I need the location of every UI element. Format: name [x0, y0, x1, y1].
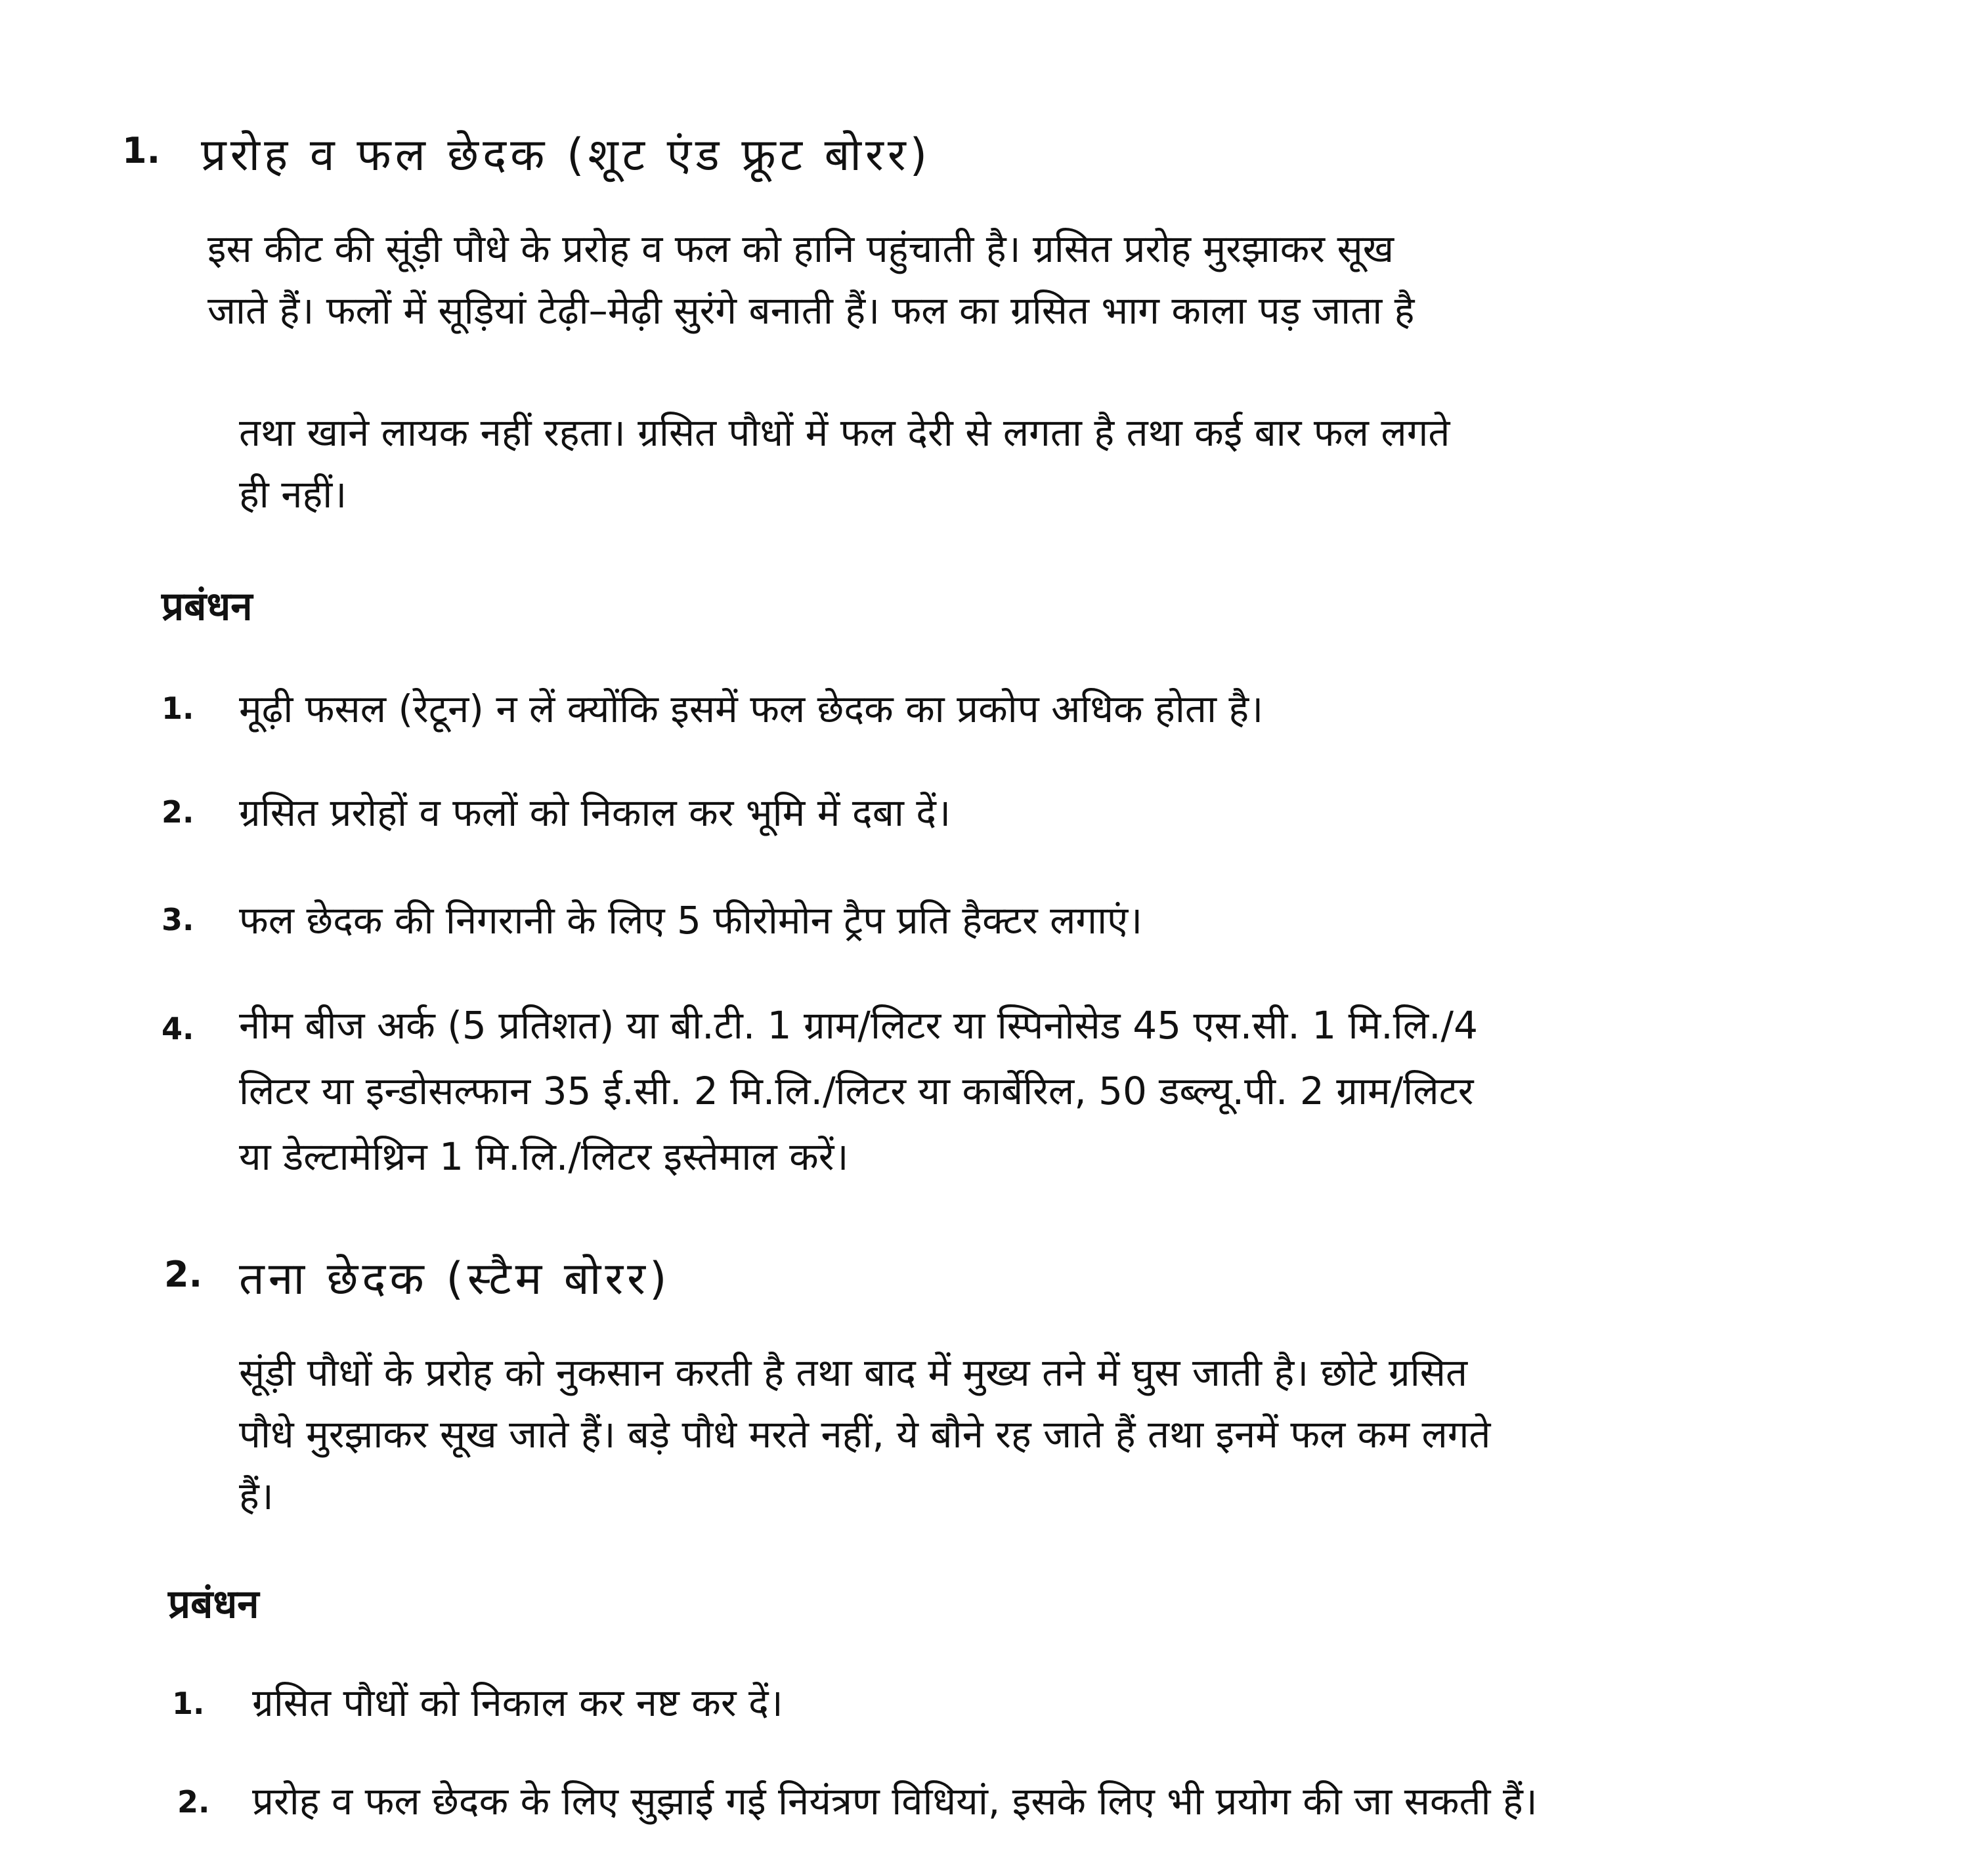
list-item-text: मूढ़ी फसल (रेटून) न लें क्योंकि इसमें फल छेदक का प्रकोप अधिक होता है।: [239, 687, 1264, 731]
list-item: [252, 1768, 1959, 1834]
section-1-description-continued: [239, 402, 1893, 525]
section-1-description: [207, 218, 1888, 341]
section-2-title: तना छेदक (स्टैम बोरर): [239, 1253, 671, 1305]
list-item-text: प्ररोह व फल छेदक के लिए सुझाई गई नियंत्रण विधियां, इसके लिए भी प्रयोग की जा सकती हैं।: [252, 1779, 1538, 1824]
section-1-description-line: ही नहीं।: [239, 472, 347, 517]
section-2-description-line: पौधे मुरझाकर सूख जाते हैं। बड़े पौधे मरते नहीं, ये बौने रह जाते हैं तथा इनमें फल कम लगते: [239, 1412, 1491, 1457]
list-item-number: 2.: [177, 1784, 210, 1820]
list-item-number: 4.: [162, 1011, 194, 1046]
list-item: [239, 887, 1893, 953]
list-item-text: फल छेदक की निगरानी के लिए 5 फीरोमोन ट्रैप प्रति हैक्टर लगाएं।: [239, 898, 1143, 943]
list-item-number: 1.: [162, 691, 194, 726]
section-1-number: 1.: [122, 130, 161, 171]
list-item-number: 2.: [162, 794, 194, 830]
list-item-number: 3.: [162, 902, 194, 937]
list-item: [239, 993, 1893, 1189]
section-1-title: प्ररोह व फल छेदक (शूट एंड फ्रूट बोरर): [201, 129, 932, 181]
list-item: [252, 1670, 1893, 1736]
list-item-text: ग्रसित पौधों को निकाल कर नष्ट कर दें।: [252, 1680, 783, 1725]
section-1-description-line: इस कीट की सूंड़ी पौधे के प्ररोह व फल को हानि पहुंचाती है। ग्रसित प्ररोह मुरझाकर सूख: [207, 226, 1394, 271]
list-item-text: नीम बीज अर्क (5 प्रतिशत) या बी.टी. 1 ग्राम/लिटर या स्पिनोसेड 45 एस.सी. 1 मि.लि./4: [239, 1003, 1478, 1048]
section-2-description-line: सूंड़ी पौधों के प्ररोह को नुकसान करती है तथा बाद में मुख्य तने में घुस जाती है। छोटे ग्रसित: [239, 1350, 1468, 1395]
list-item: [239, 780, 1893, 845]
section-1-management-heading: प्रबंधन: [162, 584, 253, 630]
list-item-number: 1.: [172, 1686, 205, 1721]
section-2-description-line: हैं।: [239, 1474, 274, 1518]
section-1-description-line: तथा खाने लायक नहीं रहता। ग्रसित पौधों में फल देरी से लगता है तथा कई बार फल लगते: [239, 410, 1450, 455]
list-item: [239, 676, 1893, 742]
section-2-number: 2.: [164, 1254, 203, 1295]
list-item-text: लिटर या इन्डोसल्फान 35 ई.सी. 2 मि.लि./लिटर या कार्बेरिल, 50 डब्ल्यू.पी. 2 ग्राम/लिटर: [239, 1069, 1474, 1113]
section-2-management-heading: प्रबंधन: [168, 1581, 259, 1627]
section-1-description-line: जाते हैं। फलों में सूड़ियां टेढ़ी–मेढ़ी सुरंगे बनाती हैं। फल का ग्रसित भाग काला पड़ जाता है: [207, 288, 1415, 333]
list-item-text: या डेल्टामेथ्रिन 1 मि.लि./लिटर इस्तेमाल करें।: [239, 1134, 849, 1179]
section-2-description: [239, 1342, 1880, 1527]
list-item-text: ग्रसित प्ररोहों व फलों को निकाल कर भूमि में दबा दें।: [239, 790, 951, 835]
